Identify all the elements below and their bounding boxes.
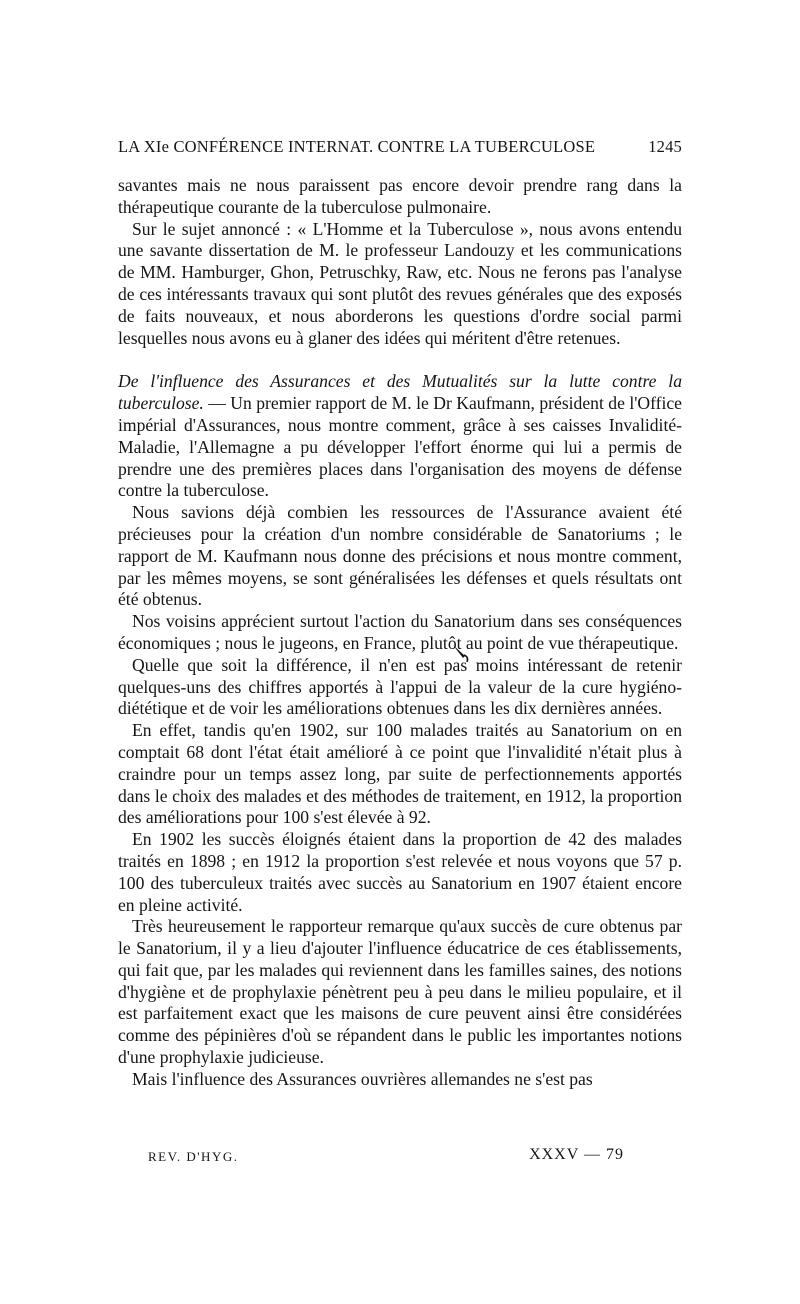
body-text [118,175,682,1091]
page-footer [148,1146,624,1165]
journal-abbreviation: REV. D'HYG. [148,1149,239,1164]
paragraph: Très heureusement le rapporteur remarque qu'aux succès de cure obtenus par le Sanatorium, il y a lieu d'ajouter l'influence éducatrice de ces établissements, qui fait que, par les malades qui reviennent dans les familles saines, des notions d'hygiène et de prophylaxie pénètrent peu à peu dans le milieu populaire, et il est parfaitement exact que les maisons de cure peuvent ainsi être considérées comme des pépinières d'où se répandent dans le public les importantes notions d'une prophylaxie judicieuse. [118,916,682,1068]
paragraph: Sur le sujet annoncé : « L'Homme et la Tuberculose », nous avons entendu une savante dissertation de M. le professeur Landouzy et les communications de MM. Hamburger, Ghon, Petruschky, Raw, etc. Nous ne ferons pas l'analyse de ces intéressants travaux qui sont plutôt des revues générales que des exposés de faits nouveaux, et nous aborderons les questions d'ordre social parmi lesquelles nous avons eu à glaner des idées qui méritent d'être retenues. [118,218,682,348]
paragraph: Nous savions déjà combien les ressources de l'Assurance avaient été précieuses pour la création d'un nombre considérable de Sanatoriums ; le rapport de M. Kaufmann nous donne des précisions et nous montre comment, par les mêmes moyens, se sont généralisées les défenses et quels résultats ont été obtenus. [118,502,682,610]
running-title: LA XIe CONFÉRENCE INTERNAT. CONTRE LA TUBERCULOSE [118,137,596,156]
paragraph: Nos voisins apprécient surtout l'action du Sanatorium dans ses conséquences économiques ; nous le jugeons, en France, plutôt au point de vue thérapeutique. [118,611,682,653]
paragraph: En effet, tandis qu'en 1902, sur 100 malades traités au Sanatorium on en comptait 68 dont l'état était amélioré à ce point que l'invalidité n'était plus à craindre pour un temps assez long, par suite de perfectionnements apportés dans le choix des malades et des méthodes de traitement, en 1912, la proportion des améliorations pour 100 s'est élevée à 92. [118,720,682,828]
pointing-hand-mark-icon [450,642,472,664]
paragraph-continuation: savantes mais ne nous paraissent pas encore devoir prendre rang dans la thérapeutique courante de la tuberculose pulmonaire. [118,175,682,217]
section-title: De l'influence des Assurances et des Mutualités sur la lutte contre la tuberculose. [118,371,682,414]
section-lead-text: — Un premier rapport de M. le Dr Kaufmann, président de l'Office impérial d'Assurances, nous montre comment, grâce à ses caisses Invalidité-Maladie, l'Allemagne a pu développer l'effort énorme qui lui a permis de prendre une des premières places dans l'organisation des moyens de défense contre la tuberculose. [118,393,682,501]
paragraph: En 1902 les succès éloignés étaient dans la proportion de 42 des malades traités en 1898 ; en 1912 la proportion s'est relevée et nous voyons que 57 p. 100 des tuberculeux traités avec succès au Sanatorium en 1907 étaient encore en pleine activité. [118,829,682,915]
running-head [118,137,682,157]
page-number: 1245 [648,137,682,156]
paragraph: Mais l'influence des Assurances ouvrières allemandes ne s'est pas [132,1068,593,1089]
signature-mark: XXXV — 79 [529,1146,624,1163]
paragraph: Quelle que soit la différence, il n'en est pas moins intéressant de retenir quelques-uns des chiffres apportés à l'appui de la valeur de la cure hygiéno-diététique et de voir les améliorations obtenues dans les dix dernières années. [118,654,682,719]
section-paragraph [118,371,682,502]
